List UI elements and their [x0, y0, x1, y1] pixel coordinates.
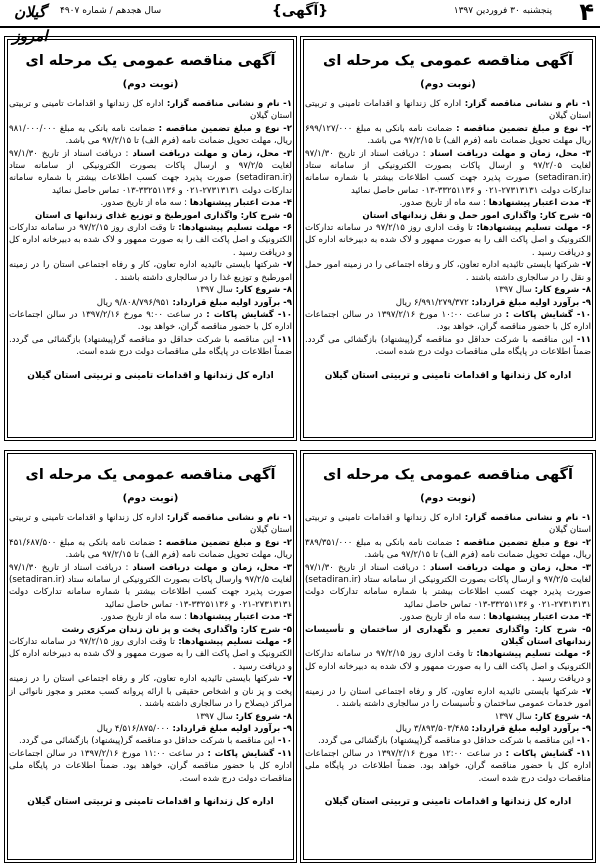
ad-clause	[9, 334, 292, 359]
ad-clause-text: شرکتها بایستی تائیدیه اداره تعاون، کار و رفاه اجتماعی را در زمینه امور حمل و نقل را در سالجاری داشته باشند .	[305, 260, 591, 283]
ad-clause	[305, 284, 591, 296]
section-title: {آگهی}	[271, 3, 329, 19]
ad-clause-label: ۸- شروع کار:	[534, 711, 591, 722]
ad-clause-label: ۸- شروع کار:	[534, 285, 591, 296]
ad-clause	[9, 723, 292, 735]
ad-clause-label: ۶- مهلت تسلیم پیشنهادها:	[178, 223, 292, 234]
ad-clause-text: این مناقصه با شرکت حداقل دو مناقصه گر(پیشنهاد) بازگشائی می گردد. ضمناً اطلاعات در پایگاه ملی مناقصات دولت درج شده است.	[9, 334, 292, 358]
ad-clause	[305, 723, 591, 735]
ad-clause-text: شرکتها بایستی تائیدیه اداره تعاون، کار و رفاه اجتماعی استان را در زمینه امورطبخ و توزیع غذا را در سالجاری داشته باشند .	[9, 260, 292, 283]
ad-clause	[9, 636, 292, 673]
tender-ad-bakery	[4, 450, 297, 863]
tender-ad-maintenance	[300, 450, 596, 863]
ad-clause	[305, 686, 591, 711]
ad-clause	[305, 624, 591, 649]
ad-clause-text: این مناقصه با شرکت حداقل دو مناقصه گر(پیشنهاد) بازگشائی می گردد.	[19, 736, 278, 747]
ad-round: (نوبت دوم)	[420, 79, 476, 90]
ad-clause-text: ضمانت نامه بانکی به مبلغ ۴۵۱/۶۸۷/۵۰۰ ریال، مهلت تحویل ضمانت نامه (فرم الف) تا ۹۷/۲/۱۵ می باشد.	[9, 537, 292, 561]
ad-clause-label: ۱۰- گشایش پاکات :	[505, 309, 591, 320]
newspaper-logo: گیلان امروز	[12, 3, 48, 45]
ad-clause-label: ۹- برآورد اولیه مبلغ قرارداد:	[172, 297, 292, 308]
ad-clause-label: ۳- محل، زمان و مهلت دریافت اسناد	[429, 562, 591, 573]
ad-clause	[305, 562, 591, 612]
ad-clause	[9, 624, 292, 636]
ad-clause	[305, 123, 591, 148]
tender-ad-catering	[4, 36, 297, 441]
ad-clause	[305, 748, 591, 785]
ad-clause	[9, 98, 292, 123]
ad-clause-label: ۴- مدت اعتبار پیشنهادها	[189, 198, 292, 209]
ad-title: آگهی مناقصه عمومی یک مرحله ای	[25, 467, 276, 483]
ad-clause-label: ۴- مدت اعتبار پیشنهادها	[488, 612, 591, 623]
ad-clause-text: در ساعت ۱۲:۰۰ مورخ ۱۳۹۷/۲/۱۶ در سالن اجتماعات اداره کل با حضور مناقصه گران، خواهد بود. ضمناً اطلاعات در پایگاه ملی مناقصات دولت درج شده است.	[305, 748, 591, 784]
ad-clause	[305, 648, 591, 685]
ad-clause-label: ۳- محل، زمان و مهلت دریافت اسناد	[132, 562, 292, 573]
page-header	[0, 0, 600, 45]
ad-clause-text: تا وقت اداری روز ۹۷/۲/۱۵ در سامانه تدارکات الکترونیک و اصل پاکت الف را به صورت ممهور و لاک شده به دبیرخانه اداره کل و دریافت رسید .	[305, 223, 591, 258]
ad-clause-label: ۳- محل، زمان و مهلت دریافت اسناد	[132, 148, 292, 159]
ad-clause-label: ۲- نوع و مبلغ تضمین مناقصه :	[456, 123, 591, 134]
ad-clause-text: سال ۱۳۹۷	[494, 285, 535, 296]
ad-clause-label: ۷-	[582, 260, 591, 271]
ad-clause-label: ۵- شرح کار: واگذاری تعمیر و نگهداری از ساختمان و تأسیسات زندانهای استان گیلان	[305, 624, 591, 648]
ad-clause	[9, 123, 292, 148]
ad-clause-text: : سه ماه از تاریخ صدور.	[100, 198, 190, 209]
ad-clause-label: ۹- برآورد اولیه مبلغ قرارداد:	[172, 723, 292, 734]
ad-clause-label: ۷-	[283, 674, 292, 685]
ad-clause-text: سال ۱۳۹۷	[195, 285, 236, 296]
ad-clause	[305, 197, 591, 209]
ad-clause-label: ۴- مدت اعتبار پیشنهادها	[189, 612, 292, 623]
ad-clause	[9, 611, 292, 623]
ad-clause-text: : سه ماه از تاریخ صدور.	[399, 198, 489, 209]
ad-clause-label: ۱۰-	[277, 736, 292, 747]
ad-clause	[305, 512, 591, 537]
issue-date: پنجشنبه ۳۰ فروردین ۱۳۹۷	[453, 6, 552, 16]
ad-clause	[305, 297, 591, 309]
ad-clause-text: اداره کل زندانها و اقدامات تامینی و تربیتی استان گیلان	[9, 99, 292, 122]
ad-clause	[9, 748, 292, 785]
ad-clause	[9, 537, 292, 562]
ad-clause-label: ۶- مهلت تسلیم پیشنهادها:	[476, 223, 592, 234]
ad-clause-label: ۱۱- گشایش پاکات :	[505, 748, 591, 759]
ad-clause-text: این مناقصه با شرکت حداقل دو مناقصه گر(پیشنهاد) بازگشائی می گردد.	[318, 736, 577, 747]
ad-clause-text: تا وقت اداری روز ۹۷/۲/۱۵ در سامانه تدارکات الکترونیک و اصل پاکت الف را به صورت ممهور و لاک شده به دبیرخانه اداره کل و دریافت رسید .	[305, 649, 591, 685]
ad-clause-text: اداره کل زندانها و اقدامات تامینی و تربیتی استان گیلان	[9, 513, 292, 536]
ad-round: (نوبت دوم)	[122, 79, 179, 90]
ad-clause-text: در ساعت ۱۱:۰۰ مورخ ۱۳۹۷/۲/۱۶ در سالن اجتماعات اداره کل با حضور مناقصه گران، خواهد بود. ضمناً اطلاعات در پایگاه ملی مناقصات دولت درج شده است.	[9, 748, 292, 784]
ad-clause-label: ۲- نوع و مبلغ تضمین مناقصه :	[158, 537, 292, 548]
ad-clause-label: ۸- شروع کار:	[235, 711, 292, 722]
ad-clause-text: : دریافت اسناد از تاریخ ۹۷/۱/۳۰ لغایت ۹۷/۲/۵ و ارسال پاکات بصورت الکترونیکی از سامانه ستاد (setadiran.ir) صورت پذیرد جهت کسب اطلاعات بیشتر با شماره سامانه تدارکات دولت ۲۷۳۱۳۱۳۱-۰۲۱ و ۳۳۲۵۱۱۳۶-۰۱۳ تماس حاصل نمائید	[9, 148, 292, 196]
ad-issuer: اداره کل زندانها و اقدامات تامینی و تربیتی استان گیلان	[324, 796, 572, 807]
ad-clause	[9, 197, 292, 209]
ad-clause	[9, 673, 292, 710]
ad-clause	[305, 309, 591, 334]
ad-clause-text: : دریافت اسناد از تاریخ ۹۷/۱/۳۰ لغایت ۹۷/۲/۵ وارسال پاکات بصورت الکترونیکی از سامانه ستاد (setadiran.ir) صورت پذیرد جهت کسب اطلاعات بیشتر با شماره سامانه تدارکات دولت ۲۷۳۱۳۱۳۱-۰۲۱ و ۳۳۲۵۱۱۳۶-۰۱۳ تماس حاصل نمائید	[9, 562, 292, 610]
ad-clause	[305, 611, 591, 623]
ad-clause-label: ۵- شرح کار: واگذاری امور حمل و نقل زندانهای استان	[362, 210, 591, 221]
ad-clause	[9, 259, 292, 284]
ad-clause-text: تا وقت اداری روز ۹۷/۲/۱۵ در سامانه تدارکات الکترونیک و اصل پاکت الف را به صورت ممهور و لاک شده به دبیرخانه اداره کل و دریافت رسید .	[9, 223, 292, 258]
ad-clause	[9, 735, 292, 747]
ad-clause	[305, 148, 591, 198]
ad-issuer: اداره کل زندانها و اقدامات تامینی و تربیتی استان گیلان	[27, 796, 274, 807]
ad-clause-text: ۳/۸۹۳/۵۰۳/۴۸۵ ریال	[395, 723, 472, 734]
ad-clause-label: ۱- نام و نشانی مناقصه گزار:	[464, 99, 591, 109]
ad-clause-label: ۹- برآورد اولیه مبلغ قرارداد:	[471, 723, 591, 734]
ad-clause-label: ۳- محل، زمان و مهلت دریافت اسناد	[429, 148, 591, 159]
ad-clause	[9, 562, 292, 612]
ad-clause-label: ۱- نام و نشانی مناقصه گزار:	[464, 513, 591, 523]
ad-clause	[305, 259, 591, 284]
ad-clause-text: شرکتها بایستی تائیدیه اداره تعاون، کار و رفاه اجتماعی استان را در زمینه پخت و پز نان و اشخاص حقیقی با ارائه پروانه کسب معتبر و مجوز نانوائی از مراکز ذیصلاح را در سالجاری داشته باشند .	[9, 674, 292, 710]
ad-clause-label: ۷-	[283, 260, 292, 271]
ad-clause-text: ۹/۸۰۸/۷۹۶/۹۵۱ ریال	[96, 297, 173, 308]
page-number: ۴	[579, 0, 594, 26]
ad-clause-label: ۹- برآورد اولیه مبلغ قرارداد:	[471, 297, 591, 308]
issue-number: سال هجدهم / شماره ۴۹۰۷	[60, 6, 162, 16]
ad-clause-text: اداره کل زندانها و اقدامات تامینی و تربیتی استان گیلان	[305, 99, 591, 122]
ad-clause	[9, 309, 292, 334]
ad-clause-label: ۴- مدت اعتبار پیشنهادها	[488, 198, 591, 209]
ad-clause-text: ضمانت نامه بانکی به مبلغ ۶۹۹/۱۲۷/۰۰۰ ریال مهلت تحویل ضمانت نامه (فرم الف) تا ۹۷/۲/۱۵ می باشد.	[305, 123, 591, 147]
ad-clause-text: در ساعت ۹:۰۰ مورخ ۱۳۹۷/۲/۱۶ در سالن اجتماعات اداره کل با حضور مناقصه گران، خواهد بود.	[9, 309, 292, 333]
ad-title: آگهی مناقصه عمومی یک مرحله ای	[323, 467, 573, 483]
ad-clause	[305, 711, 591, 723]
ad-clause-text: : دریافت اسناد از تاریخ ۹۷/۱/۳۰ لغایت ۹۷/۲/۵ و ارسال پاکات بصورت الکترونیکی از سامانه ستاد (setadiran.ir) صورت پذیرد جهت کسب اطلاعات بیشتر با شماره سامانه تدارکات دولت ۲۷۳۱۳۱۳۱-۰۲۱ و ۳۳۲۵۱۱۳۶-۰۱۳ تماس حاصل نمائید	[305, 562, 591, 610]
ad-clause-text: : سه ماه از تاریخ صدور.	[399, 612, 489, 623]
ad-clause	[9, 148, 292, 198]
ad-clause-text: : دریافت اسناد از تاریخ ۹۷/۱/۳۰ لغایت ۹۷/۲/۰۵ و ارسال پاکات بصورت الکترونیکی از سامانه ستاد (setadiran.ir) صورت پذیرد جهت کسب اطلاعات بیشتر با شماره سامانه تدارکات دولت ۲۷۳۱۳۱۳۱-۰۲۱ و ۳۳۲۵۱۱۳۶-۰۱۳ تماس حاصل نمائید	[305, 148, 591, 196]
ad-clause-text: در ساعت ۱۰:۰۰ مورخ ۱۳۹۷/۲/۱۶ در سالن اجتماعات اداره کل با حضور مناقصه گران، خواهد بود.	[305, 309, 591, 333]
ad-clause-text: ضمانت نامه بانکی به مبلغ ۹۸۱/۰۰۰/۰۰۰ ریال، مهلت تحویل ضمانت نامه (فرم الف) تا ۹۷/۲/۱۵ می باشد.	[9, 123, 292, 147]
ad-clause	[9, 711, 292, 723]
ad-clause-text: شرکتها بایستی تائیدیه اداره تعاون، کار و رفاه اجتماعی استان را در زمینه امور خدمات عمومی ساختمان و تأسیسات را در سالجاری داشته باشند .	[305, 686, 591, 710]
ad-clause-label: ۸- شروع کار:	[235, 285, 292, 296]
ad-clause-text: اداره کل زندانها و اقدامات تامینی و تربیتی استان گیلان	[305, 513, 591, 536]
ad-clause-label: ۱۱-	[576, 334, 591, 345]
ad-clause-text: این مناقصه با شرکت حداقل دو مناقصه گر(پیشنهاد) بازگشائی می گردد. ضمناً اطلاعات در پایگاه ملی مناقصات دولت درج شده است.	[305, 334, 591, 358]
ad-clause-label: ۱- نام و نشانی مناقصه گزار:	[166, 99, 292, 109]
ad-clause-label: ۲- نوع و مبلغ تضمین مناقصه :	[158, 123, 292, 134]
ad-clause-label: ۱۱- گشایش پاکات :	[207, 748, 292, 759]
ad-issuer: اداره کل زندانها و اقدامات تامینی و تربیتی استان گیلان	[27, 370, 274, 381]
ad-round: (نوبت دوم)	[122, 493, 179, 504]
ad-clause	[305, 334, 591, 359]
ad-clause	[9, 284, 292, 296]
ad-clause-label: ۶- مهلت تسلیم پیشنهادها:	[476, 649, 592, 660]
ad-round: (نوبت دوم)	[420, 493, 476, 504]
ad-clause	[9, 512, 292, 537]
ad-clause-text: ۶/۹۹۱/۲۷۹/۳۷۲ ریال	[395, 297, 472, 308]
tender-ad-transport	[300, 36, 596, 441]
ad-clause-text: ۴/۵۱۶/۸۷۵/۰۰۰ ریال	[96, 723, 173, 734]
ad-clause	[305, 210, 591, 222]
ad-clause	[305, 537, 591, 562]
ad-clause-label: ۶- مهلت تسلیم پیشنهادها:	[178, 637, 292, 648]
ad-clause-text: سال ۱۳۹۷	[494, 711, 535, 722]
ad-clause-label: ۱- نام و نشانی مناقصه گزار:	[166, 513, 292, 523]
ad-clause-label: ۲- نوع و مبلغ تضمین مناقصه :	[456, 537, 591, 548]
ad-clause	[9, 210, 292, 222]
ad-clause-label: ۷-	[582, 686, 591, 697]
ad-clause	[9, 222, 292, 259]
ad-clause	[9, 297, 292, 309]
ad-clause	[305, 735, 591, 747]
ad-clause-text: سال ۱۳۹۷	[195, 711, 236, 722]
ad-clause-label: ۱۰- گشایش پاکات :	[206, 309, 292, 320]
ad-title: آگهی مناقصه عمومی یک مرحله ای	[323, 53, 573, 69]
ad-clause-label: ۵- شرح کار: واگذاری پخت و پز نان زندان مرکزی رشت	[61, 624, 292, 635]
ad-issuer: اداره کل زندانها و اقدامات تامینی و تربیتی استان گیلان	[324, 370, 572, 381]
ad-clause-text: : سه ماه از تاریخ صدور.	[100, 612, 190, 623]
ad-clause-text: تا وقت اداری روز ۹۷/۲/۱۵ در سامانه تدارکات الکترونیک و اصل پاکت الف را به صورت ممهور و لاک شده به دبیرخانه اداره کل و دریافت رسید .	[9, 637, 292, 672]
ad-clause-label: ۱۰-	[576, 736, 591, 747]
ad-title: آگهی مناقصه عمومی یک مرحله ای	[25, 53, 276, 69]
ad-clause-label: ۵- شرح کار: واگذاری امورطبخ و توزیع غذای زندانها ی استان	[35, 210, 292, 221]
ad-clause	[305, 222, 591, 259]
ad-clause-text: ضمانت نامه بانکی به مبلغ ۳۸۹/۳۵۱/۰۰۰ ریال، مهلت تحویل ضمانت نامه (فرم الف) تا ۹۷/۲/۱۵ می باشد.	[305, 537, 591, 561]
ad-clause-label: ۱۱-	[277, 334, 292, 345]
ad-clause	[305, 98, 591, 123]
